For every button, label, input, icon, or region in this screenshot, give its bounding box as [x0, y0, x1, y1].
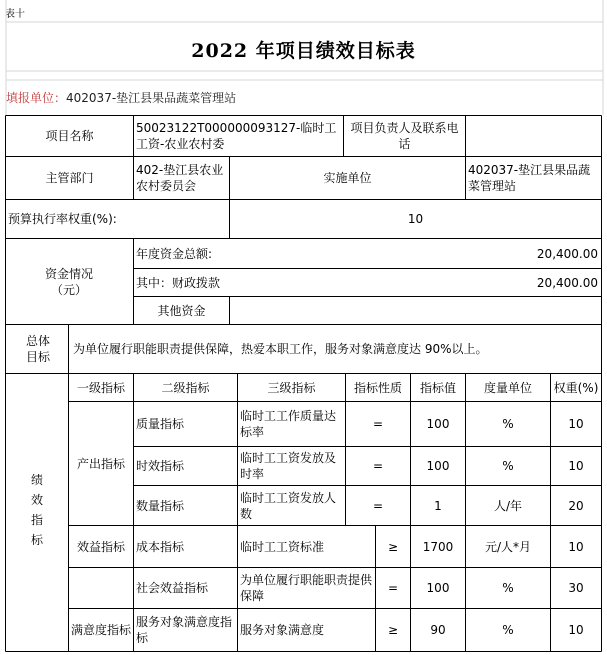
project-name-value: 50023122T000000093127-临时工工资-农业农村委 — [136, 121, 337, 151]
contact-label: 项目负责人及联系电话 — [350, 121, 459, 151]
row3-value: 1 — [434, 498, 442, 513]
funds-other-value — [230, 297, 601, 324]
row4-level3: 临时工工资标准 — [240, 539, 325, 554]
goal-label: 总体目标 — [25, 334, 50, 364]
row4-weight: 10 — [568, 539, 584, 554]
row5-weight: 30 — [568, 581, 584, 595]
reporting-unit-label: 填报单位： — [6, 91, 67, 105]
weight-label: 预算执行率权重(%): — [8, 212, 117, 226]
funds-total-value: 20,400.00 — [536, 246, 598, 261]
col-weight: 权重(%) — [553, 380, 599, 395]
row1-level3: 临时工工作质量达标率 — [240, 409, 337, 439]
indicators-section-label: 绩效指标 — [30, 473, 43, 547]
row2-level2: 时效指标 — [136, 459, 185, 473]
funds-label: 资金情况（元） — [44, 266, 93, 297]
funds-fiscal-value: 20,400.00 — [536, 275, 598, 290]
row2-weight: 10 — [568, 459, 584, 473]
funds-total-label: 年度资金总额: — [136, 246, 213, 261]
row1-value: 100 — [426, 417, 450, 431]
row3-nature: = — [372, 498, 384, 513]
row1-weight: 10 — [568, 417, 584, 431]
row3-weight: 20 — [568, 498, 584, 513]
form-number: 表十 — [5, 9, 25, 20]
reporting-unit-value: 402037-垫江县果品蔬菜管理站 — [66, 91, 237, 105]
row2-unit: % — [502, 459, 514, 473]
row3-level3: 临时工工资发放人数 — [240, 490, 337, 521]
dept-label: 主管部门 — [45, 171, 94, 185]
row5-value: 100 — [426, 581, 450, 595]
level1-benefit: 效益指标 — [76, 539, 125, 554]
col-level2: 二级指标 — [161, 380, 210, 395]
row6-level3: 服务对象满意度 — [240, 623, 325, 637]
row6-value: 90 — [430, 623, 446, 637]
level1-satisfaction: 满意度指标 — [71, 623, 132, 637]
weight-value: 10 — [407, 212, 424, 226]
goal-text: 为单位履行职能职责提供保障，热爱本职工作，服务对象满意度达 90%以上。 — [73, 342, 488, 356]
col-unit: 度量单位 — [483, 380, 532, 395]
col-level1: 一级指标 — [76, 380, 125, 395]
level1-output: 产出指标 — [76, 456, 125, 471]
row2-level3: 临时工工资发放及时率 — [240, 451, 337, 481]
row5-level3: 为单位履行职能职责提供保障 — [240, 573, 373, 603]
row4-nature: ≥ — [387, 539, 399, 554]
dept-value: 402-垫江县农业农村委员会 — [136, 163, 224, 193]
row6-level2: 服务对象满意度指标 — [136, 615, 233, 645]
row5-nature: = — [387, 581, 399, 595]
impl-label: 实施单位 — [323, 171, 372, 185]
row3-unit: 人/年 — [493, 498, 523, 513]
row3-level2: 数量指标 — [136, 498, 185, 513]
funds-fiscal-label: 其中：财政拨款 — [136, 275, 221, 290]
row1-level2: 质量指标 — [136, 417, 185, 431]
contact-value — [466, 116, 601, 156]
funds-other-label: 其他资金 — [157, 303, 206, 318]
project-name-label: 项目名称 — [45, 129, 94, 143]
row5-unit: % — [502, 581, 514, 595]
reporting-unit — [6, 89, 236, 106]
row1-nature: = — [372, 417, 384, 431]
row6-nature: ≥ — [387, 623, 399, 637]
row6-weight: 10 — [568, 623, 584, 637]
impl-value: 402037-垫江县果品蔬菜管理站 — [468, 163, 591, 193]
row2-value: 100 — [426, 459, 450, 473]
row1-unit: % — [502, 417, 514, 431]
row2-nature: = — [372, 459, 384, 473]
row6-unit: % — [502, 623, 514, 637]
row4-unit: 元/人*月 — [484, 539, 532, 554]
col-value: 指标值 — [419, 380, 456, 395]
col-level3: 三级指标 — [267, 380, 316, 395]
row5-level2: 社会效益指标 — [136, 581, 209, 595]
row4-value: 1700 — [422, 539, 454, 554]
col-nature: 指标性质 — [353, 380, 402, 395]
row4-level2: 成本指标 — [136, 539, 185, 554]
page-title: 2022 年项目绩效目标表 — [191, 40, 416, 62]
